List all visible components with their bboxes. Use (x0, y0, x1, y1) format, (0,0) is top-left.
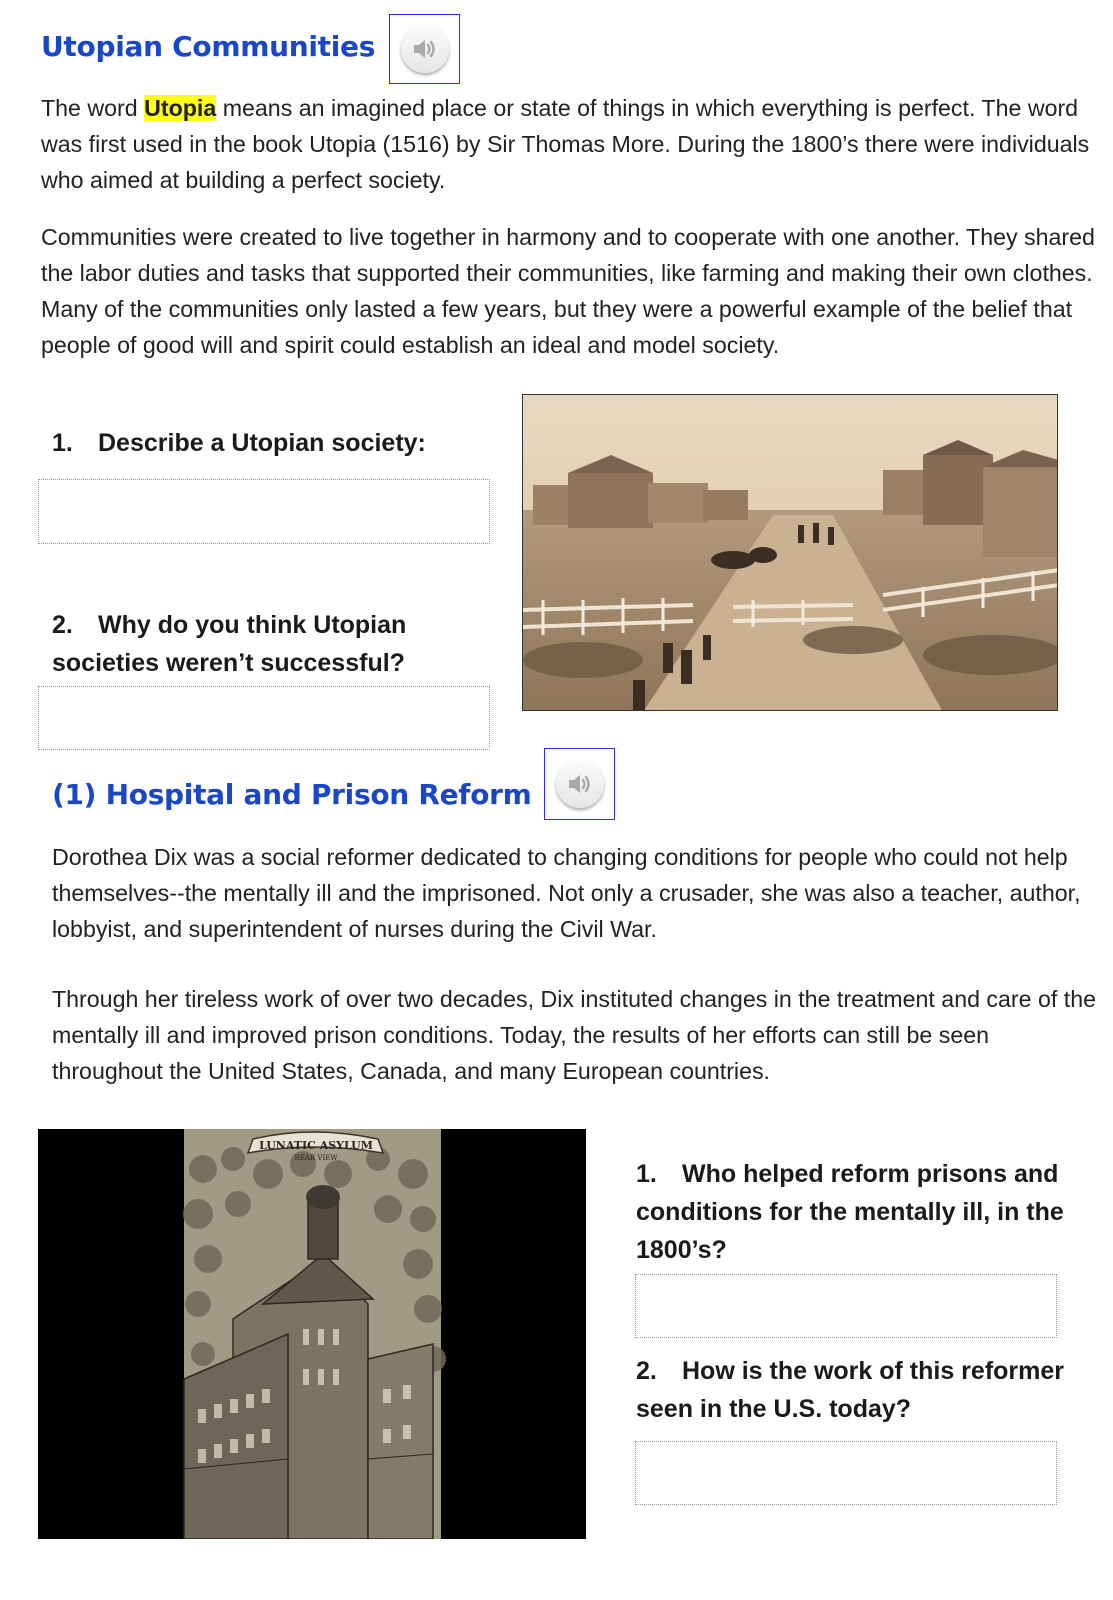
asylum-banner-text: LUNATIC ASYLUM (259, 1139, 373, 1152)
utopia-definition-paragraph: The word Utopia means an imagined place or state of things in which everything is perfect. The word was first used in the book Utopia (1516) by Sir Thomas More. During the 1800’s there were individuals who aimed at building a perfect society. (41, 95, 1090, 193)
audio-frame (389, 14, 460, 84)
answer-field-why-unsuccessful[interactable] (38, 686, 490, 750)
question-why-unsuccessful: 2. Why do you think Utopian societies weren’t successful? (52, 611, 407, 677)
hospital-prison-reform-title: (1) Hospital and Prison Reform (52, 778, 532, 811)
communities-paragraph: Communities were created to live together in harmony and to cooperate with one another. They shared the labor duties and tasks that supported their communities, like farming and making their own clothes. Many of the communities only lasted a few years, but they were a powerful example of the belief that people of good will and spirit could establish an ideal and model society. (41, 224, 1095, 358)
answer-field-work-seen-today[interactable] (635, 1441, 1057, 1505)
question-who-helped-reform: 1. Who helped reform prisons and conditions for the mentally ill, in the 1800’s? (636, 1160, 1064, 1264)
play-audio-button-2[interactable] (556, 760, 604, 808)
utopian-community-photo (522, 394, 1058, 711)
asylum-banner-subtext: REAR VIEW (294, 1154, 338, 1162)
play-audio-button[interactable] (401, 25, 449, 73)
answer-field-describe-utopian[interactable] (38, 479, 490, 544)
audio-frame-2 (544, 748, 615, 820)
lunatic-asylum-image (38, 1129, 586, 1539)
question-describe-utopian: 1. Describe a Utopian society: (52, 429, 426, 457)
utopia-highlight: Utopia (144, 95, 217, 121)
speaker-icon (567, 773, 593, 795)
speaker-icon (412, 38, 438, 60)
dix-achievements-paragraph: Through her tireless work of over two decades, Dix instituted changes in the treatment and care of the mentally ill and improved prison conditions. Today, the results of her efforts can still be seen throughout the United States, Canada, and many European countries. (52, 986, 1096, 1084)
dorothea-dix-paragraph: Dorothea Dix was a social reformer dedicated to changing conditions for people who could not help themselves--the mentally ill and the imprisoned. Not only a crusader, she was also a teacher, author, lobbyist, and superintendent of nurses during the Civil War. (52, 844, 1081, 942)
answer-field-who-helped-reform[interactable] (635, 1274, 1057, 1338)
question-work-seen-today: 2. How is the work of this reformer seen in the U.S. today? (636, 1357, 1065, 1423)
utopian-communities-title: Utopian Communities (41, 30, 376, 63)
